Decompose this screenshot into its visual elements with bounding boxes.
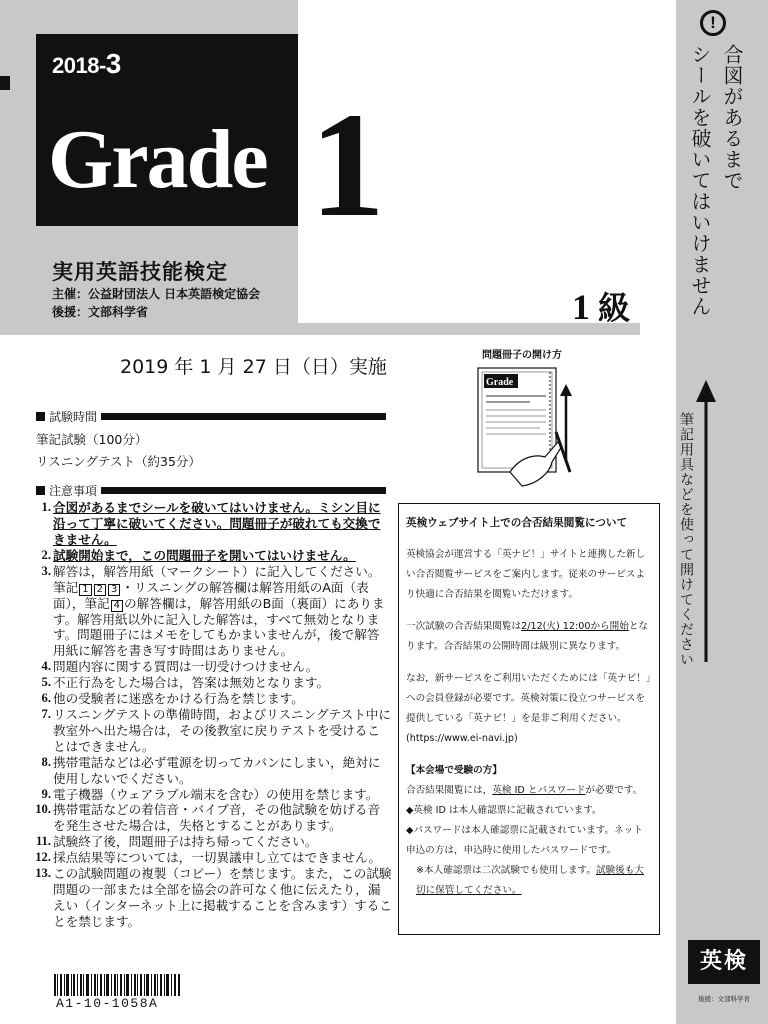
note-item: 2. 試験開始まで，この問題冊子を開いてはいけません。 <box>41 547 356 563</box>
info-paragraph: 一次試験の合否結果閲覧は2/12(火) 12:00から開始となります。合否結果の公開時間は級別に異なります。 <box>406 621 649 652</box>
exam-date: 2019 年 1 月 27 日（日）実施 <box>120 356 387 378</box>
info-box-title: 英検ウェブサイト上での合否結果閲覧について <box>406 517 628 529</box>
grade-word: Grade <box>48 113 267 206</box>
open-instruction: 筆記用具などを使って開けてください <box>678 412 694 667</box>
grade-kanji: 1 級 <box>572 287 631 327</box>
info-url: (https://www.ei-navi.jp) <box>406 733 518 744</box>
exam-name: 実用英語技能検定 <box>52 260 228 284</box>
booklet-opening-illustration <box>470 362 585 492</box>
exam-code: 2018-3 <box>52 48 121 79</box>
note-item: 5. 不正行為をした場合は，答案は無効となります。 <box>41 675 330 691</box>
note-item: 6. 他の受験者に迷惑をかける行為を禁じます。 <box>41 691 304 707</box>
info-paragraph: 英検協会が運営する「英ナビ！」サイトと連携した新しい合否閲覧サービスをご案内します。従来のサービスより快適に合否結果を閲覧いただけます。 <box>406 549 646 600</box>
venue-heading: 【本会場で受験の方】 <box>406 765 502 776</box>
written-time: 筆記試験（100分） <box>36 432 148 447</box>
note-item: 8. 携帯電話などは必ず電源を切ってカバンにしまい，絶対に使用しないでください。 <box>41 754 381 786</box>
listening-time: リスニングテスト（約35分） <box>36 454 201 469</box>
note-item: 7. リスニングテストの準備時間，およびリスニングテスト中に教室外へ出た場合は，その後教室に戻りテストを受けることはできません。 <box>41 706 392 754</box>
booklet-opening-label: 問題冊子の開け方 <box>482 350 562 361</box>
note-item: 3. 解答は，解答用紙（マークシート）に記入してください。筆記 1 2 3 ・リスニングの解答欄は解答用紙のA面（表面），筆記 4 の解答欄は，解答用紙のB面（裏面）にあります。解答用紙以外に記入した解答は，すべて無効となります。問題冊子にはメモをしてもかまいませんが，後で解答用紙に解答を書き写す時間はありません。 <box>41 563 385 659</box>
info-paragraph: なお，新サービスをご利用いただくためには「英ナビ！」への会員登録が必要です。英検対策に役立つサービスを提供している「英ナビ！」を是非ご利用ください。 <box>406 673 651 724</box>
eiken-logo: 英検 <box>688 940 760 984</box>
booklet-grade-text: Grade <box>486 377 514 388</box>
venue-line: ◆英検 ID は本人確認票に記載されています。 <box>406 805 602 816</box>
note-item: 13. この試験問題の複製（コピー）を禁じます。また，この試験問題の一部または全部を協会の許可なく他に伝えたり，漏えい（インターネット上に掲載することを含みます）することを禁じます。 <box>35 866 392 929</box>
grade-number: 1 <box>310 82 385 248</box>
web-results-info-box <box>398 503 660 935</box>
note-item: 12. 採点結果等については，一切異議申し立てはできません。 <box>35 850 381 866</box>
note-item: 1. 合図があるまでシールを破いてはいけません。ミシン目に沿って丁寧に破いてください。問題冊子が破れても交換できません。 <box>41 500 381 547</box>
venue-line: 合否結果閲覧には，英検 ID とパスワードが必要です。 <box>406 785 643 796</box>
left-edge-mark <box>0 76 10 90</box>
time-section-heading: 試験時間 <box>36 409 386 423</box>
venue-line: ◆パスワードは本人確認票に記載されています。ネット申込の方は，申込時に使用したパスワードです。 <box>406 825 643 856</box>
note-item: 11. 試験終了後，問題冊子は持ち帰ってください。 <box>35 834 318 850</box>
warning-icon: ! <box>700 10 726 36</box>
open-up-arrow-icon <box>694 380 718 662</box>
note-item: 9. 電子機器（ウェアラブル端末を含む）の使用を禁じます。 <box>41 786 379 802</box>
barcode-number: A1-10-1058A <box>56 996 159 1011</box>
seal-warning-line-1: 合図があるまで <box>720 44 744 191</box>
sponsor: 後援：文部科学省 <box>52 305 149 319</box>
note-item: 4. 問題内容に関する質問は一切受けつけません。 <box>41 659 319 675</box>
organizer: 主催：公益財団法人 日本英語検定協会 <box>52 287 261 301</box>
logo-sponsor: 後援：文部科学省 <box>698 995 750 1003</box>
notes-section-heading: 注意事項 <box>36 483 386 497</box>
venue-line: ※本人確認票は二次試験でも使用します。試験後も大切に保管してください。 <box>416 865 644 896</box>
notes-list <box>32 500 392 930</box>
note-item: 10. 携帯電話などの着信音・バイブ音，その他試験を妨げる音を発生させた場合は，失格とすることがあります。 <box>35 802 381 834</box>
barcode <box>54 974 184 996</box>
seal-warning-line-2: シールを破いてはいけません <box>688 44 712 317</box>
